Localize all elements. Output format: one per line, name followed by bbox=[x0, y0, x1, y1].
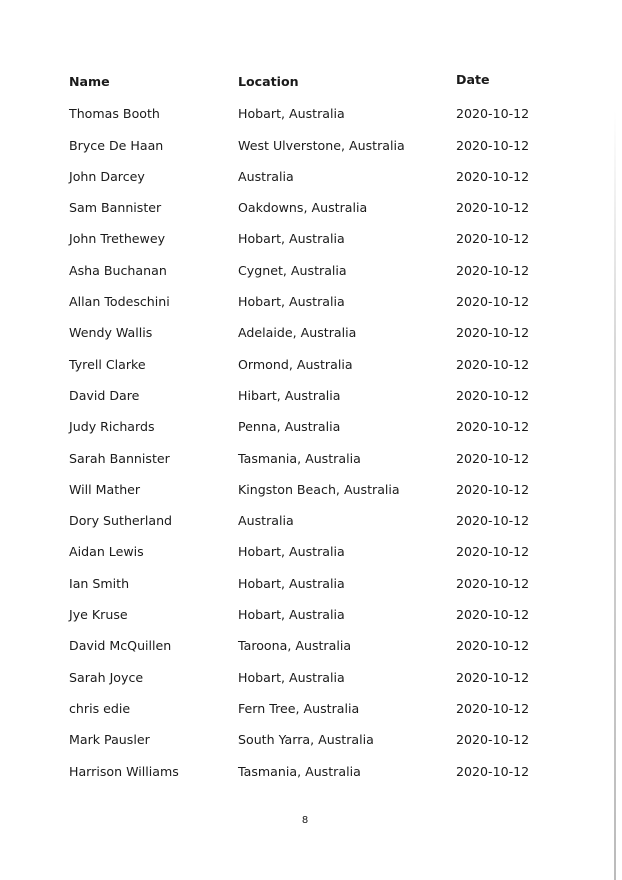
cell-date: 2020-10-12 bbox=[456, 137, 530, 153]
cell-name: Tyrell Clarke bbox=[69, 356, 146, 372]
cell-location: Tasmania, Australia bbox=[238, 450, 361, 466]
table-body bbox=[69, 103, 569, 792]
table-row bbox=[69, 260, 569, 291]
cell-location: South Yarra, Australia bbox=[238, 732, 374, 748]
cell-location: Tasmania, Australia bbox=[238, 763, 361, 779]
table-row bbox=[69, 197, 569, 228]
cell-location: Australia bbox=[238, 168, 294, 184]
cell-name: Wendy Wallis bbox=[69, 325, 153, 341]
cell-location: Hobart, Australia bbox=[238, 294, 345, 310]
cell-location: Penna, Australia bbox=[238, 419, 341, 435]
cell-name: Sarah Joyce bbox=[69, 669, 144, 685]
cell-date: 2020-10-12 bbox=[456, 200, 530, 216]
cell-location: Hobart, Australia bbox=[238, 544, 345, 560]
cell-name: chris edie bbox=[69, 700, 131, 716]
cell-date: 2020-10-12 bbox=[456, 356, 530, 372]
cell-name: Jye Kruse bbox=[69, 607, 128, 623]
cell-name: Thomas Booth bbox=[69, 106, 160, 122]
page-number: 8 bbox=[301, 815, 309, 826]
cell-location: Hobart, Australia bbox=[238, 607, 345, 623]
cell-name: Asha Buchanan bbox=[69, 262, 167, 278]
cell-location: Hobart, Australia bbox=[238, 575, 345, 591]
cell-location: Adelaide, Australia bbox=[238, 325, 357, 341]
table-row bbox=[69, 541, 569, 572]
cell-name: Mark Pausler bbox=[69, 732, 150, 748]
cell-location: Oakdowns, Australia bbox=[238, 200, 368, 216]
cell-name: Bryce De Haan bbox=[69, 137, 164, 153]
table-row bbox=[69, 354, 569, 385]
header-name: Name bbox=[69, 74, 110, 89]
cell-location: Cygnet, Australia bbox=[238, 262, 347, 278]
cell-date: 2020-10-12 bbox=[456, 325, 530, 341]
cell-date: 2020-10-12 bbox=[456, 262, 530, 278]
cell-location: Taroona, Australia bbox=[238, 638, 352, 654]
cell-location: West Ulverstone, Australia bbox=[238, 137, 405, 153]
table-row bbox=[69, 322, 569, 353]
cell-location: Fern Tree, Australia bbox=[238, 700, 360, 716]
table-row bbox=[69, 166, 569, 197]
cell-date: 2020-10-12 bbox=[456, 419, 530, 435]
cell-location: Hobart, Australia bbox=[238, 231, 345, 247]
table-row bbox=[69, 635, 569, 666]
header-location: Location bbox=[238, 74, 299, 89]
cell-name: Sam Bannister bbox=[69, 200, 162, 216]
cell-date: 2020-10-12 bbox=[456, 450, 530, 466]
cell-date: 2020-10-12 bbox=[456, 294, 530, 310]
cell-name: David Dare bbox=[69, 387, 140, 403]
cell-date: 2020-10-12 bbox=[456, 387, 530, 403]
table-row bbox=[69, 479, 569, 510]
page-edge-shadow bbox=[614, 110, 616, 880]
table-row bbox=[69, 761, 569, 792]
table-row bbox=[69, 228, 569, 259]
table-row bbox=[69, 416, 569, 447]
table-header-row bbox=[69, 72, 569, 103]
cell-name: Judy Richards bbox=[69, 419, 155, 435]
cell-date: 2020-10-12 bbox=[456, 638, 530, 654]
table-row bbox=[69, 291, 569, 322]
signatures-table bbox=[69, 72, 569, 792]
cell-name: Harrison Williams bbox=[69, 763, 179, 779]
cell-date: 2020-10-12 bbox=[456, 168, 530, 184]
cell-name: Sarah Bannister bbox=[69, 450, 170, 466]
header-date: Date bbox=[456, 72, 490, 87]
cell-location: Ormond, Australia bbox=[238, 356, 353, 372]
cell-date: 2020-10-12 bbox=[456, 513, 530, 529]
cell-date: 2020-10-12 bbox=[456, 732, 530, 748]
cell-location: Kingston Beach, Australia bbox=[238, 481, 400, 497]
cell-name: Allan Todeschini bbox=[69, 294, 170, 310]
cell-date: 2020-10-12 bbox=[456, 669, 530, 685]
table-row bbox=[69, 729, 569, 760]
cell-name: David McQuillen bbox=[69, 638, 172, 654]
table-row bbox=[69, 667, 569, 698]
table-row bbox=[69, 385, 569, 416]
table-row bbox=[69, 448, 569, 479]
table-row bbox=[69, 698, 569, 729]
cell-location: Hobart, Australia bbox=[238, 106, 345, 122]
cell-date: 2020-10-12 bbox=[456, 575, 530, 591]
cell-location: Australia bbox=[238, 513, 294, 529]
cell-date: 2020-10-12 bbox=[456, 106, 530, 122]
cell-location: Hibart, Australia bbox=[238, 387, 341, 403]
cell-date: 2020-10-12 bbox=[456, 544, 530, 560]
cell-date: 2020-10-12 bbox=[456, 231, 530, 247]
table-row bbox=[69, 604, 569, 635]
cell-date: 2020-10-12 bbox=[456, 607, 530, 623]
cell-date: 2020-10-12 bbox=[456, 763, 530, 779]
table-row bbox=[69, 135, 569, 166]
cell-name: Dory Sutherland bbox=[69, 513, 173, 529]
table-row bbox=[69, 103, 569, 134]
cell-date: 2020-10-12 bbox=[456, 481, 530, 497]
table-row bbox=[69, 573, 569, 604]
cell-name: John Trethewey bbox=[69, 231, 166, 247]
cell-name: John Darcey bbox=[69, 168, 145, 184]
cell-location: Hobart, Australia bbox=[238, 669, 345, 685]
cell-date: 2020-10-12 bbox=[456, 700, 530, 716]
table-row bbox=[69, 510, 569, 541]
cell-name: Ian Smith bbox=[69, 575, 130, 591]
cell-name: Will Mather bbox=[69, 481, 141, 497]
cell-name: Aidan Lewis bbox=[69, 544, 144, 560]
